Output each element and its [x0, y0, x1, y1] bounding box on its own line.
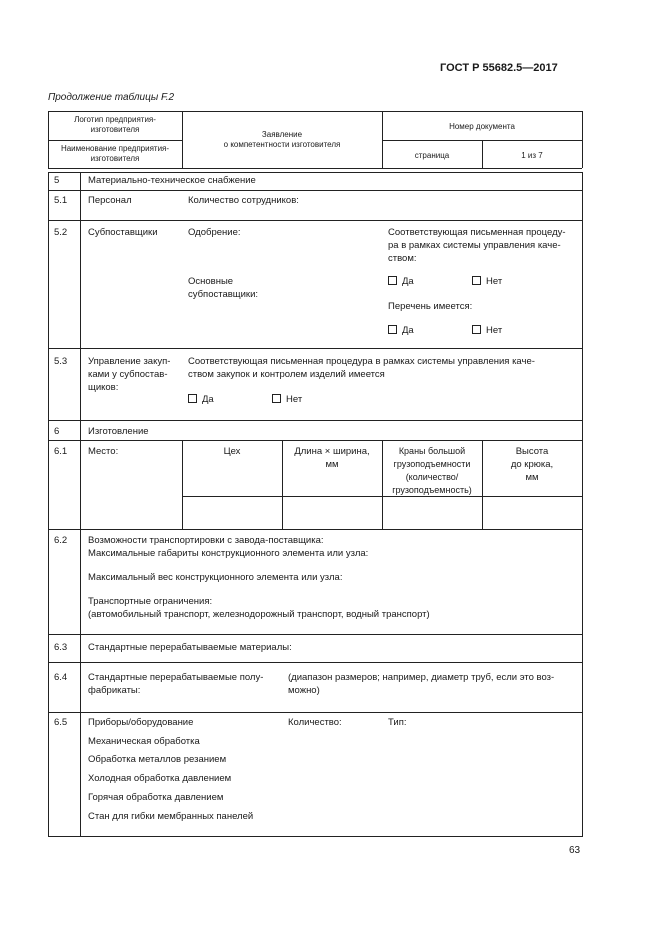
checkbox-icon — [388, 276, 397, 285]
yes-option-2[interactable]: Да — [388, 324, 414, 337]
equipment-item: Стан для гибки мембранных панелей — [88, 811, 254, 822]
col-shop: Цех — [223, 446, 241, 457]
checkbox-icon — [472, 325, 481, 334]
checkbox-icon — [188, 394, 197, 403]
quantity-label: Количество: — [288, 717, 342, 728]
document-code: ГОСТ Р 55682.5—2017 — [440, 62, 558, 74]
employee-count-field: Количество сотрудников: — [188, 195, 299, 206]
row-6-1-number: 6.1 — [54, 446, 68, 457]
row-5-title: Материально-техническое снабжение — [88, 175, 256, 186]
col-size: Длина × ширина, мм — [294, 446, 370, 470]
checkbox-icon — [272, 394, 281, 403]
standard-materials: Стандартные перерабатываемые материалы: — [88, 642, 292, 653]
procedure-text: Соответствующая письменная процеду- ра в рамках системы управления каче- ством: — [388, 227, 566, 264]
row-6-number: 6 — [54, 426, 60, 437]
transport-types: (автомобильный транспорт, железнодорожный транспорт, водный транспорт) — [88, 609, 430, 620]
yes-option-1[interactable]: Да — [388, 275, 414, 288]
table-continued-caption: Продолжение таблицы F.2 — [48, 92, 175, 103]
row-6-title: Изготовление — [88, 426, 149, 437]
row-5-3-label: Управление закуп- ками у субпостав- щиков: — [88, 356, 171, 393]
page-label: страница — [414, 151, 450, 160]
equipment-item: Горячая обработка давлением — [88, 792, 224, 803]
row-6-3-number: 6.3 — [54, 642, 68, 653]
list-exists-label: Перечень имеется: — [388, 301, 473, 312]
equipment-item: Обработка металлов резанием — [88, 754, 227, 765]
max-weight: Максимальный вес конструкционного элемента или узла: — [88, 572, 343, 583]
company-name-label: Наименование предприятия- изготовителя — [60, 144, 170, 163]
equipment-label: Приборы/оборудование — [88, 717, 194, 728]
doc-number-label: Номер документа — [449, 122, 515, 131]
equipment-item: Холодная обработка давлением — [88, 773, 232, 784]
row-6-5-number: 6.5 — [54, 717, 68, 728]
main-suppliers-label: Основные субпоставщики: — [188, 276, 259, 300]
type-label: Тип: — [388, 717, 407, 728]
col-hook-height: Высота до крюка, мм — [510, 446, 554, 483]
row-6-4-number: 6.4 — [54, 672, 68, 683]
procurement-procedure-text: Соответствующая письменная процедура в рамках системы управления каче- ством закупок и контролем изделий имеется — [188, 356, 535, 380]
standard-semi-finished: Стандартные перерабатываемые полу- фабрикаты: — [88, 672, 264, 696]
transport-capabilities: Возможности транспортировки с завода-поставщика: — [88, 535, 324, 546]
no-option-2[interactable]: Нет — [472, 324, 502, 337]
no-option-1[interactable]: Нет — [472, 275, 502, 288]
row-5-3-number: 5.3 — [54, 356, 68, 367]
checkbox-icon — [472, 276, 481, 285]
logo-label: Логотип предприятия- изготовителя — [74, 115, 156, 134]
row-5-2-label: Субпоставщики — [88, 227, 158, 238]
row-5-1-label: Персонал — [88, 195, 132, 206]
approval-label: Одобрение: — [188, 227, 241, 238]
row-6-1-label: Место: — [88, 446, 119, 457]
max-dimensions: Максимальные габариты конструкционного элемента или узла: — [88, 548, 369, 559]
row-6-2-number: 6.2 — [54, 535, 68, 546]
no-option-3[interactable]: Нет — [272, 393, 302, 406]
checkbox-icon — [388, 325, 397, 334]
row-5-2-number: 5.2 — [54, 227, 68, 238]
yes-option-3[interactable]: Да — [188, 393, 214, 406]
size-range-note: (диапазон размеров; например, диаметр труб, если это воз- можно) — [288, 672, 555, 696]
row-5-1-number: 5.1 — [54, 195, 68, 206]
col-cranes: Краны большой грузоподъемности (количество/ грузоподъемность) — [392, 446, 472, 495]
statement-title: Заявление о компетентности изготовителя — [223, 130, 341, 149]
page-number: 63 — [569, 845, 581, 856]
transport-limits: Транспортные ограничения: — [88, 596, 213, 607]
page-count: 1 из 7 — [521, 151, 543, 160]
equipment-item: Механическая обработка — [88, 736, 200, 747]
row-5-number: 5 — [54, 175, 60, 186]
